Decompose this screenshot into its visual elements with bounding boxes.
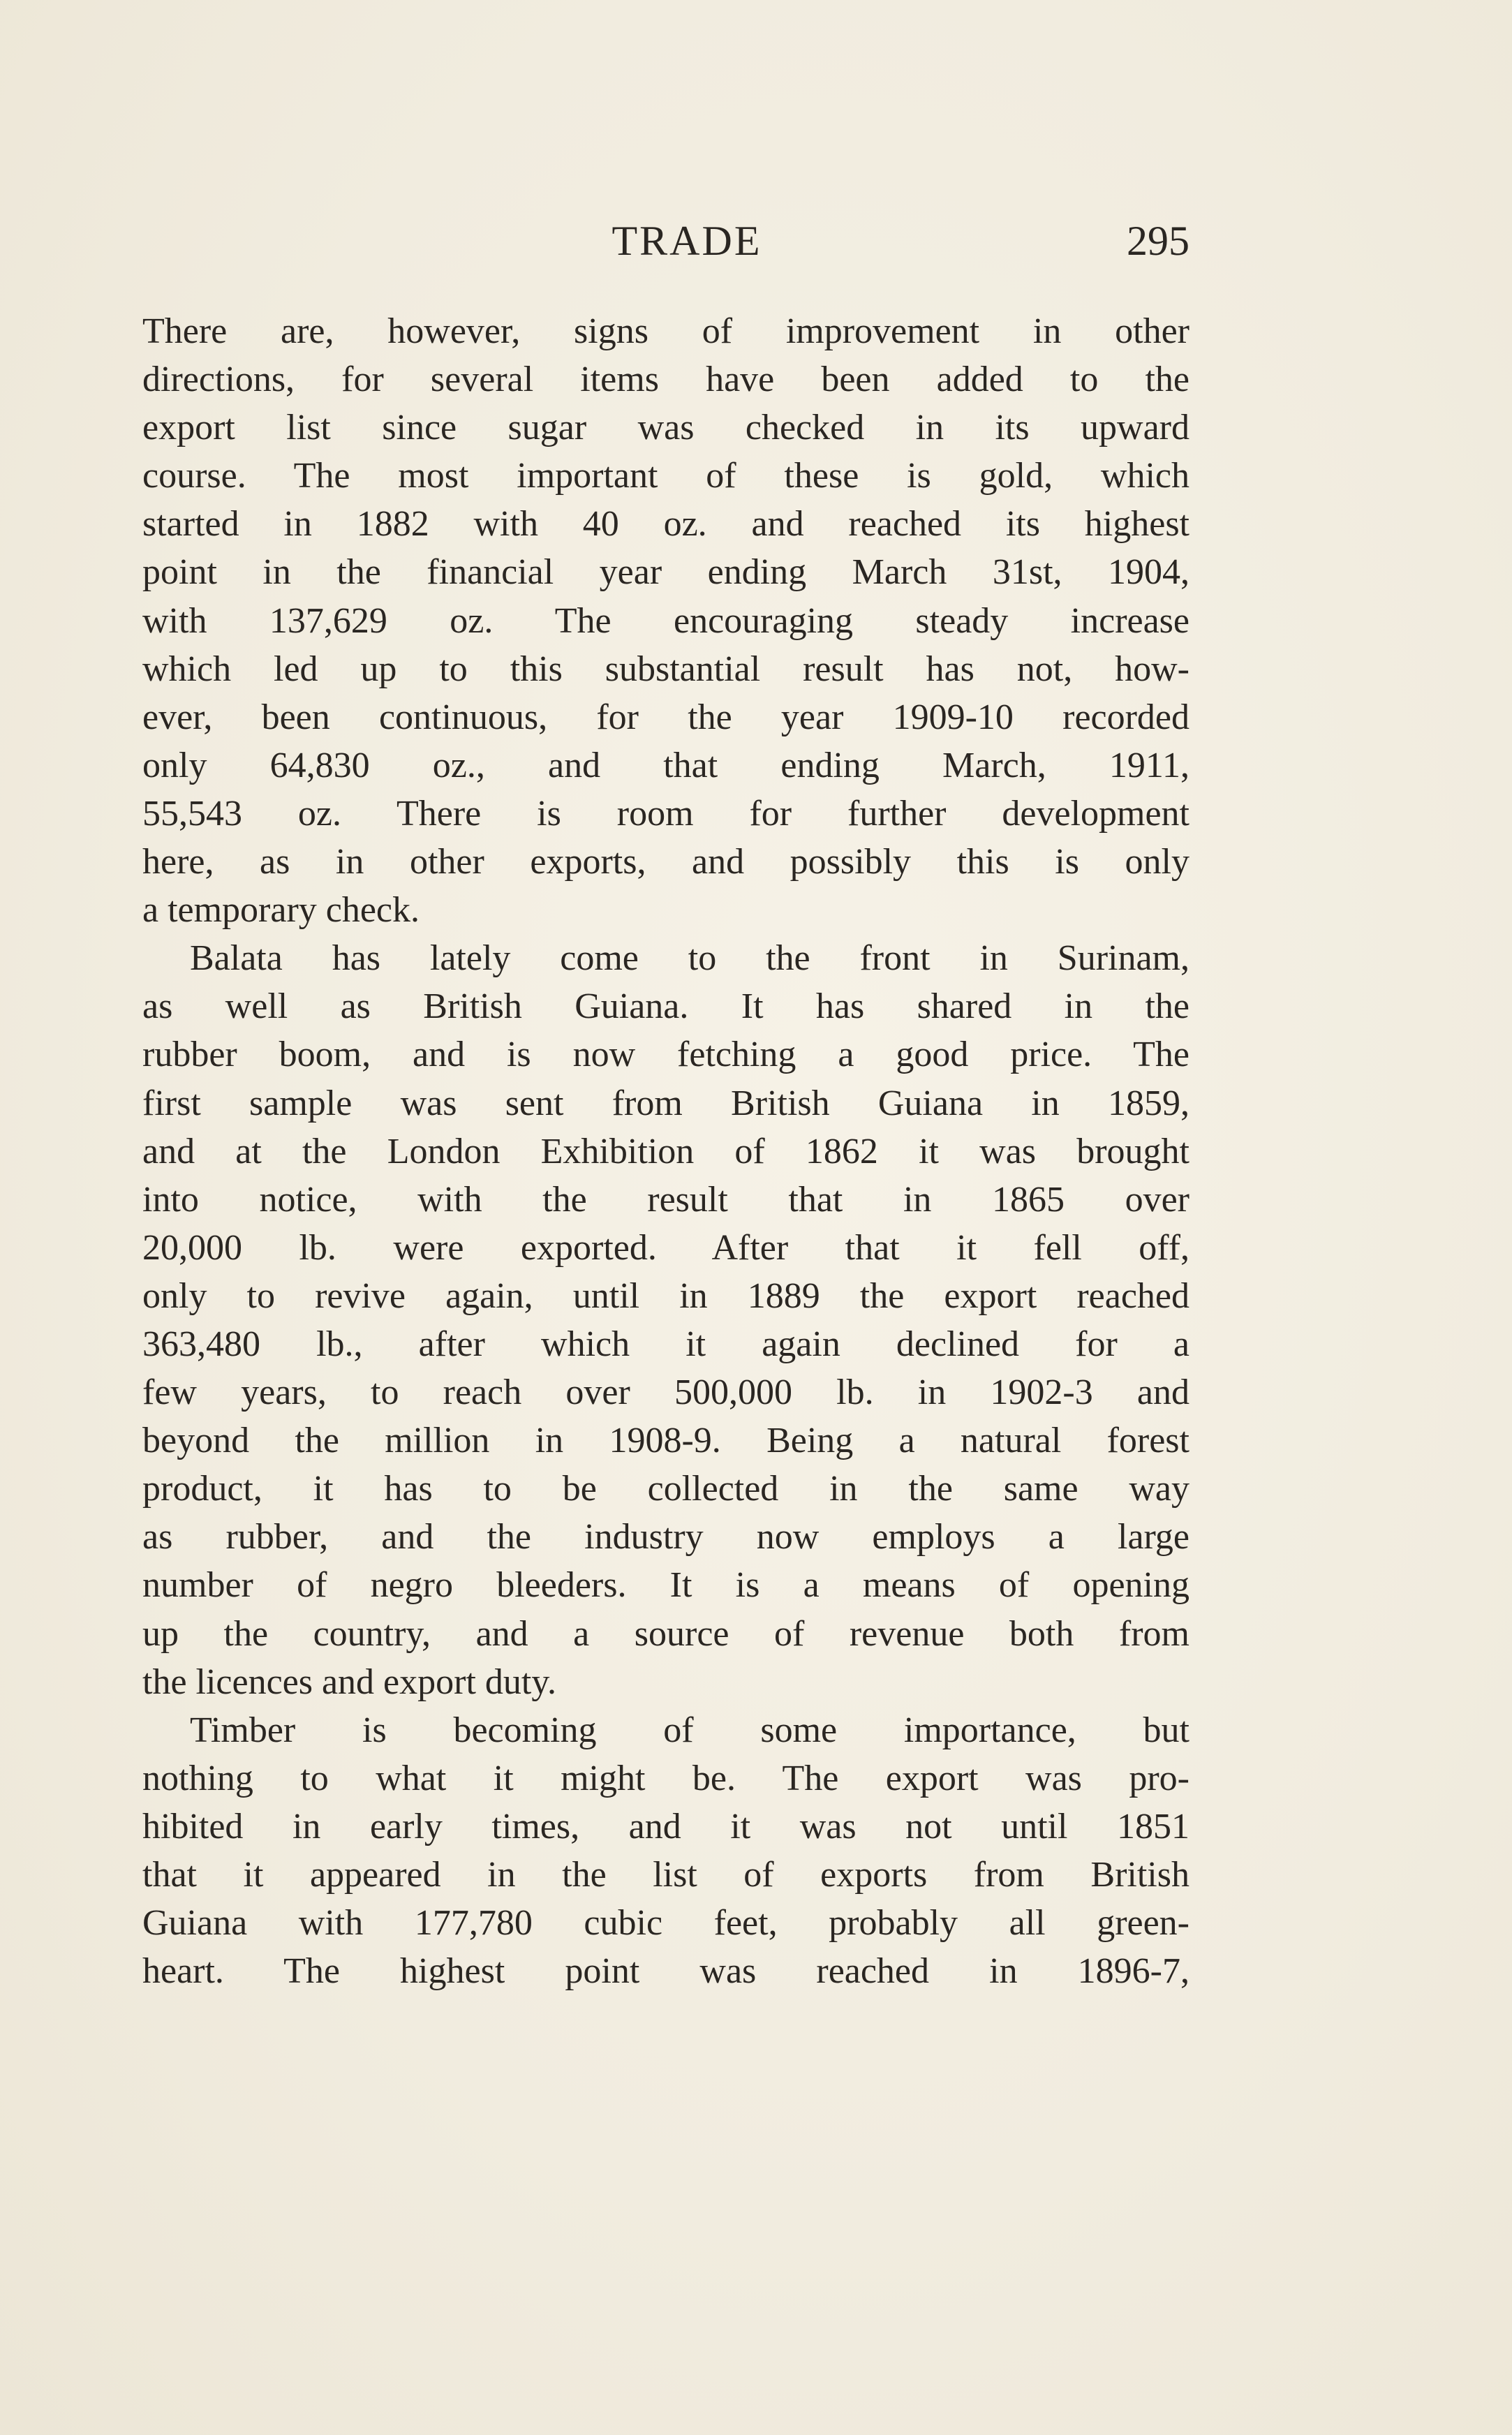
text-line: nothing to what it might be. The export was pro- [142, 1758, 1189, 1798]
text-line: as rubber, and the industry now employs a large [142, 1517, 1189, 1557]
text-line: Timber is becoming of some importance, but [190, 1710, 1189, 1750]
text-line: into notice, with the result that in 1865 over [142, 1179, 1189, 1220]
text-line: here, as in other exports, and possibly this is only [142, 842, 1189, 882]
text-line: course. The most important of these is gold, which [142, 456, 1189, 496]
text-line: export list since sugar was checked in its upward [142, 408, 1189, 448]
text-line: directions, for several items have been added to the [142, 360, 1189, 400]
text-line: which led up to this substantial result has not, how- [142, 649, 1189, 689]
text-line: only to revive again, until in 1889 the export reached [142, 1275, 1189, 1316]
text-line: and at the London Exhibition of 1862 it was brought [142, 1131, 1189, 1171]
text-line: started in 1882 with 40 oz. and reached its highest [142, 504, 1189, 545]
text-line: a temporary check. [142, 890, 420, 931]
page-number: 295 [1127, 218, 1189, 264]
text-line: Guiana with 177,780 cubic feet, probably all green- [142, 1903, 1189, 1944]
text-line: 20,000 lb. were exported. After that it fell off, [142, 1227, 1189, 1268]
text-line: hibited in early times, and it was not until 1851 [142, 1806, 1189, 1846]
text-line: with 137,629 oz. The encouraging steady increase [142, 600, 1189, 641]
text-line: number of negro bleeders. It is a means of opening [142, 1565, 1189, 1606]
text-line: heart. The highest point was reached in 1896-7, [142, 1951, 1189, 1992]
text-line: that it appeared in the list of exports from British [142, 1855, 1189, 1895]
text-line: 55,543 oz. There is room for further development [142, 793, 1189, 834]
text-line: Balata has lately come to the front in Surinam, [190, 938, 1189, 979]
text-line: 363,480 lb., after which it again declined for a [142, 1324, 1189, 1364]
text-line: few years, to reach over 500,000 lb. in 1902-3 and [142, 1372, 1189, 1413]
text-line: up the country, and a source of revenue both from [142, 1613, 1189, 1654]
page-header [142, 209, 1189, 272]
text-line: ever, been continuous, for the year 1909-10 recorded [142, 697, 1189, 737]
text-line: as well as British Guiana. It has shared in the [142, 986, 1189, 1027]
text-line: first sample was sent from British Guiana in 1859, [142, 1083, 1189, 1123]
text-line: rubber boom, and is now fetching a good price. The [142, 1035, 1189, 1075]
text-line: point in the financial year ending March 31st, 1904, [142, 552, 1189, 593]
text-line: product, it has to be collected in the same way [142, 1469, 1189, 1509]
running-title: TRADE [612, 218, 762, 264]
text-line: only 64,830 oz., and that ending March, 1911, [142, 745, 1189, 785]
text-line: the licences and export duty. [142, 1661, 556, 1702]
body-text [142, 307, 1189, 1995]
text-line: There are, however, signs of improvement in other [142, 311, 1189, 351]
text-line: beyond the million in 1908-9. Being a natural forest [142, 1421, 1189, 1461]
